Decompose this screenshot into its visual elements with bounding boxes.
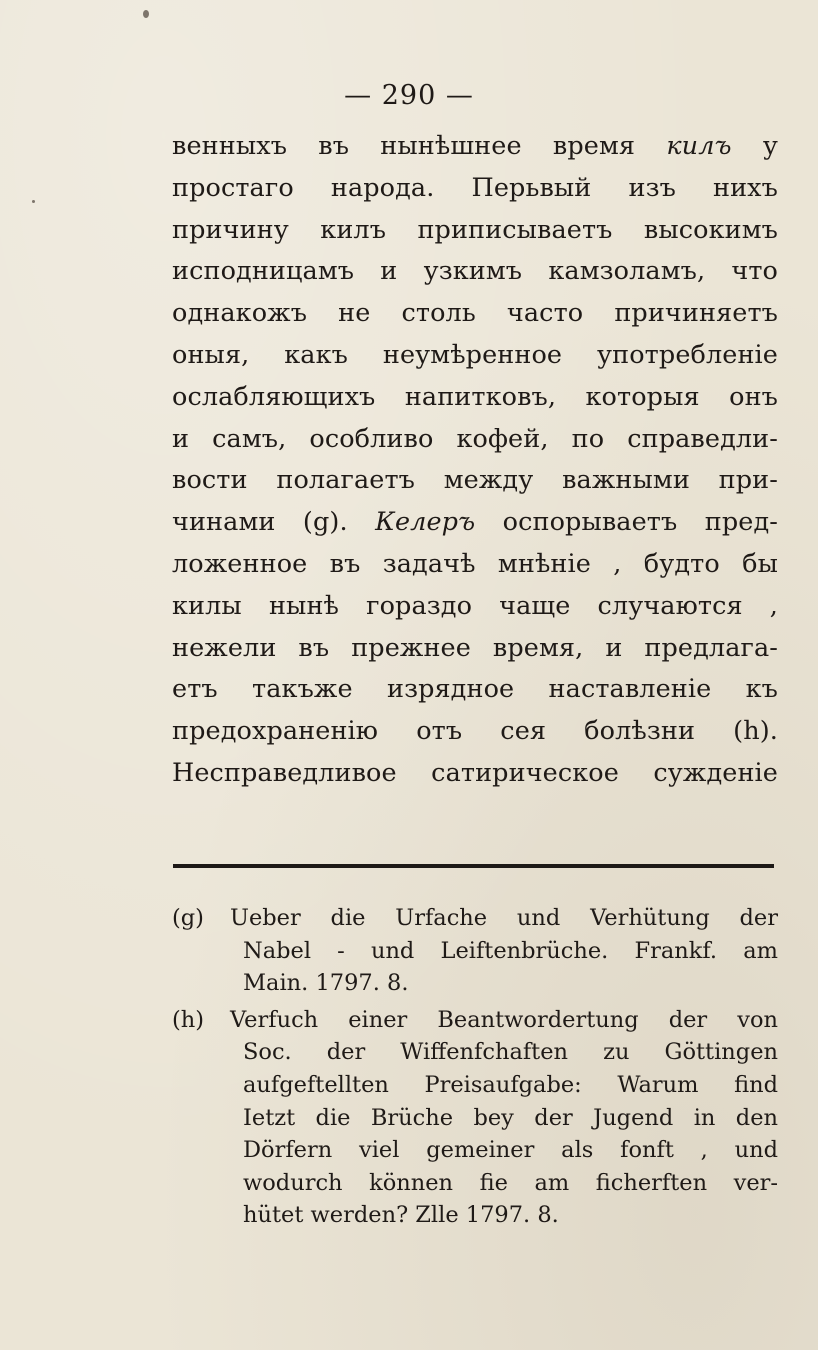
footnote-text: Verfuch einer Beantwordertung der von <box>230 1006 778 1033</box>
text-line: и самъ, особливо кофей, по справедли- <box>172 423 778 454</box>
text-line: чинами (g). Келеръ оспорываетъ пред- <box>172 507 778 538</box>
italic-word: Келеръ <box>375 507 476 538</box>
footnote-h <box>172 1004 778 1232</box>
footnote-line: Soc. der Wiffenfchaften zu Göttingen <box>243 1039 778 1066</box>
text-line: килы нынѣ гораздо чаще случаются , <box>172 590 778 621</box>
main-text <box>172 126 778 795</box>
text-line: етъ такъже изрядное наставленіе къ <box>172 674 778 705</box>
footnote-line: aufgeftellten Preisaufgabe: Warum find <box>243 1071 778 1098</box>
footnote-line: Main. 1797. 8. <box>243 970 409 997</box>
footnote-line <box>172 1004 778 1037</box>
text-line: оныя, какъ неумѣренное употребленіе <box>172 339 778 370</box>
text-line: простаго народа. Перьвый изъ нихъ <box>172 172 778 203</box>
footnote-line: wodurch können fie am ficherften ver- <box>243 1169 778 1196</box>
text-line: вости полагаетъ между важными при- <box>172 465 778 496</box>
text-line: Несправедливое сатирическое сужденіе <box>172 757 778 788</box>
footnote-line: Ietzt die Brüche bey der Jugend in den <box>243 1104 778 1131</box>
footnote-line <box>172 902 778 935</box>
footnote-divider <box>173 864 774 868</box>
text-line: венныхъ въ нынѣшнее время килъ у <box>172 131 779 161</box>
text-line: предохраненію отъ сея болѣзни (h). <box>172 716 778 747</box>
footnotes <box>172 902 778 1232</box>
page-number: — 290 — <box>344 80 474 111</box>
footnote-mark: (h) <box>172 1006 205 1033</box>
ink-speck <box>143 10 149 18</box>
footnote-mark: (g) <box>172 905 204 931</box>
footnote-line: Dörfern viel gemeiner als fonft , und <box>243 1137 778 1164</box>
footnote-line: hütet werden? Zlle 1797. 8. <box>243 1202 559 1229</box>
text-line: исподницамъ и узкимъ камзоламъ, что <box>172 256 778 287</box>
text-line: нежели въ прежнее время, и предлага- <box>172 632 778 663</box>
text-line: ложенное въ задачѣ мнѣніе , будто бы <box>172 548 778 579</box>
footnote-g <box>172 902 778 1000</box>
ink-speck <box>32 200 35 203</box>
italic-word: килъ <box>666 131 732 161</box>
text-line: ослабляющихъ напитковъ, которыя онъ <box>172 381 778 412</box>
text-line: причину килъ приписываетъ высокимъ <box>172 214 778 245</box>
footnote-text: Ueber die Urfache und Verhütung der <box>230 905 778 931</box>
footnote-line: Nabel - und Leiftenbrüche. Frankf. am <box>243 937 778 964</box>
text-line: однакожъ не столь часто причиняетъ <box>172 298 778 329</box>
